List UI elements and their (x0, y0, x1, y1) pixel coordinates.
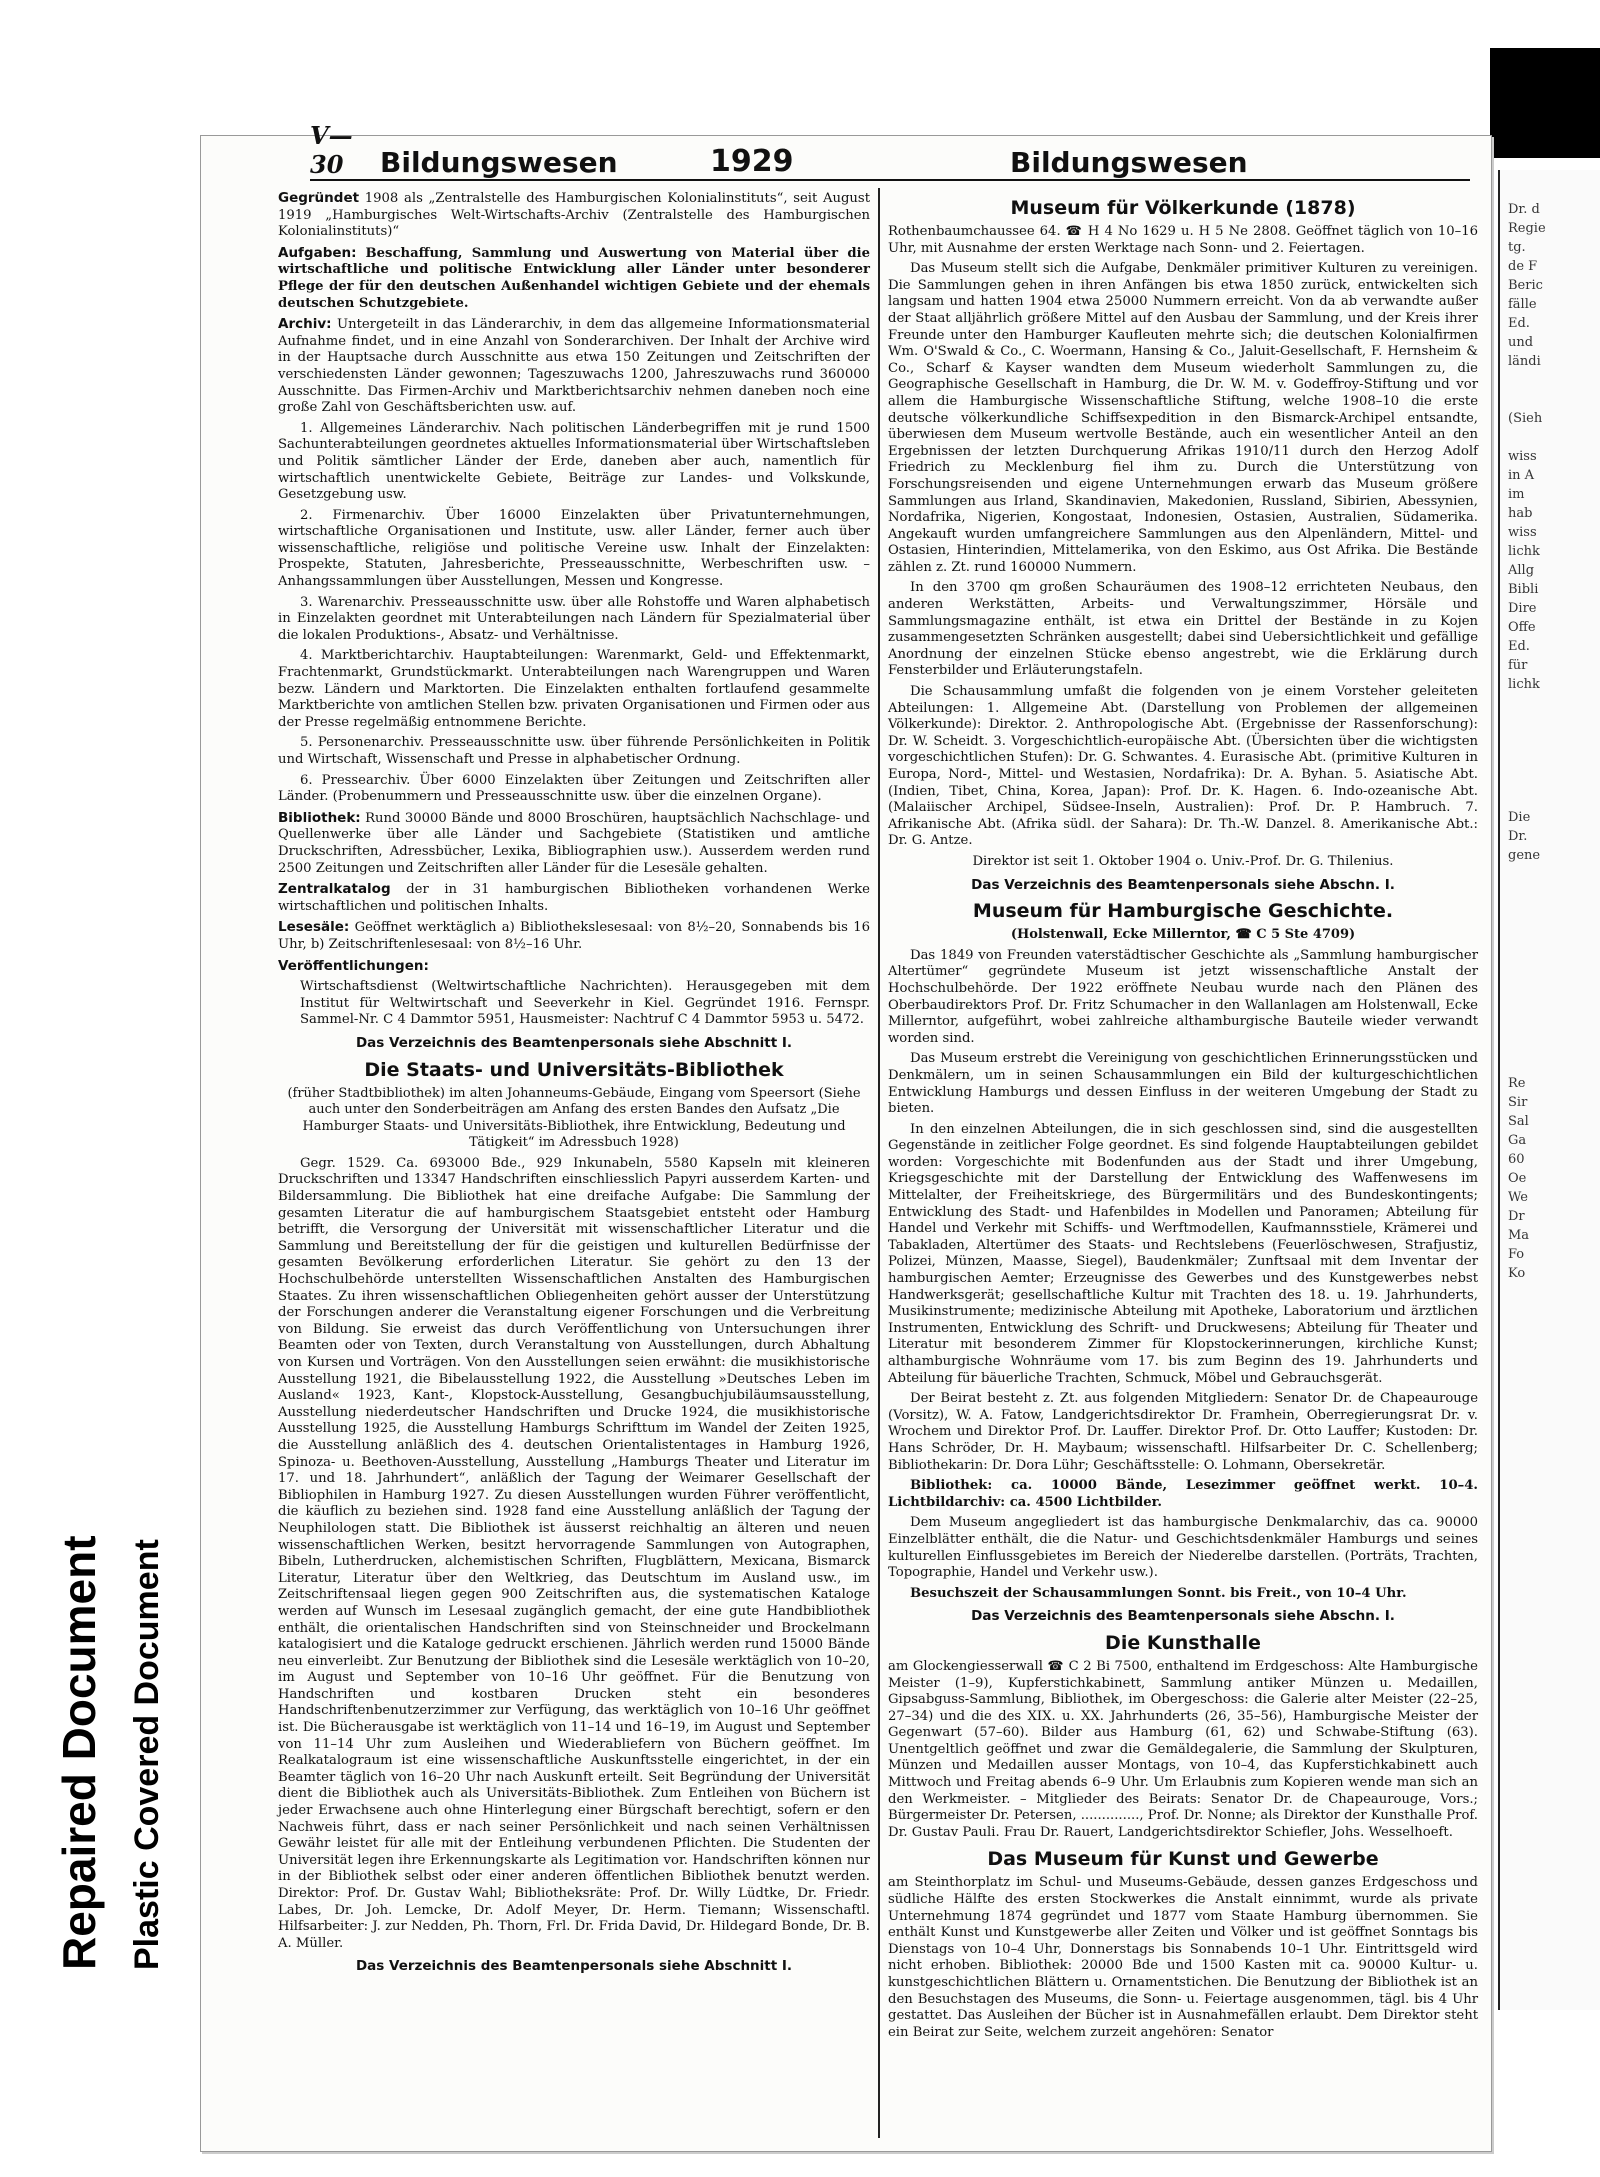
bibliothek-entry: Bibliothek: Rund 30000 Bände und 8000 Broschüren, hauptsächlich Nachschlage- und Quellenwerke über alle Länder und Sachgebiete (Statistiken und amtliche Druckschriften, Adressbücher, Lexika, Bibliographien usw.). Ausserdem werden rund 2500 Zeitungen und Zeitschriften aller Länder für die Lesesäle gehalten. (278, 809, 871, 876)
edge-fragment (1508, 789, 1598, 808)
edge-fragment: Dr. (1508, 829, 1528, 844)
plastic-label: Plastic Covered Document (128, 1539, 166, 1970)
kunst-gewerbe-title: Das Museum für Kunst und Gewerbe (987, 1848, 1379, 1871)
edge-fragment (1508, 922, 1598, 941)
edge-fragment: Oe (1508, 1171, 1527, 1186)
archiv-item: 4. Marktberichtarchiv. Hauptabteilungen: Warenmarkt, Geld- und Effektenmarkt, Frachtenmarkt, Grundstückmarkt. Unterabteilungen nach Warengruppen und Waren bezw. Ländern und Marktorten. Die Einzelakten enthalten fortlaufend gesammelte Marktberichte von amtlichen Stellen bzw. privaten Organisationen und Firmen oder aus der Presse regelmäßig entnommene Berichte. (278, 648, 870, 730)
repaired-label: Repaired Document (53, 1535, 105, 1970)
hamburgische-geschichte-text: Der Beirat besteht z. Zt. aus folgenden Mitgliedern: Senator Dr. de Chapeaurouge (Vorsitz), W. A. Fatow, Landgerichtsdirektor Dr. Framhein, Oberregierungsrat Dr. v. Wrochem und Direktor Prof. Dr. Lauffer. Direktor Prof. Dr. Otto Lauffer; Kustoden: Dr. Hans Schröder, Dr. H. Maybaum; wissenschaftl. Hilfsarbeiter Dr. C. Schellenberg; Bibliothekarin: Dr. Dora Lühr; Geschäftsstelle: O. Lohmann, Obersekretär. (888, 1391, 1478, 1473)
edge-fragment (1508, 732, 1598, 751)
archiv-entry: Archiv: Untergeteilt in das Länderarchiv, in dem das allgemeine Informationsmaterial Aufnahme findet, und in eine Anzahl von Sonderarchiven. Der Inhalt der Archive wird in der Hauptsache durch Ausschnitte aus etwa 150 Zeitungen und Zeitschriften der verschiedensten Länder gewonnen; Tageszuwachs 1200, Jahreszuwachs rund 360000 Ausschnitte. Das Firmen-Archiv und Marktberichtsarchiv nehmen daneben noch eine große Zahl von Geschäftsberichten usw. auf. (278, 316, 870, 416)
edge-fragment: tg. (1508, 240, 1526, 255)
zentralkatalog-entry: Zentralkatalog der in 31 hamburgischen Bibliotheken vorhandenen Werke wirtschaftlichen und politischen Inhalts. (278, 881, 870, 914)
edge-fragment (1508, 713, 1598, 732)
archiv-item: 1. Allgemeines Länderarchiv. Nach politischen Länderbegriffen mit je rund 1500 Sachunterabteilungen geordnetes aktuelles Informationsmaterial über Wirtschaftsleben und Politik sämtlicher Länder der Erde, daneben aber auch, namentlich für wirtschaftlich unentwickelte Gebiete, Beiträge zur Landes- und Volkskunde, Gesetzgebung usw. (278, 420, 870, 503)
edge-fragment: (Sieh (1508, 411, 1543, 426)
voelkerkunde-text: In den 3700 qm großen Schauräumen des 1908–12 errichteten Neubaus, den anderen Werkstätten, Arbeits- und Verwaltungszimmer, Hörsäle und Sammlungsmagazine enthält, ist etwa ein Drittel der Bestände in zu Kojen zusammengesetzten Schränken ausgestellt; dabei sind Uebersichtlichkeit und gefällige Anordnung der einzelnen Stücke ebenso angestrebt, wie die Erklärung durch Fensterbilder und Erläuterungstafeln. (888, 580, 1478, 679)
aufgaben-entry: Aufgaben: Beschaffung, Sammlung und Auswertung von Material über die wirtschaftliche und politische Entwicklung aller Länder unter besonderer Pflege der für den deutschen Außenhandel wichtigen Gebiete und der ehemals deutschen Schutzgebiete. (278, 244, 870, 311)
edge-fragment: Sal (1508, 1114, 1529, 1129)
staats-bibliothek-text: Gegr. 1529. Ca. 693000 Bde., 929 Inkunabeln, 5580 Kapseln mit kleineren Druckschriften und 13347 Handschriften einschliesslich Papyri ausserdem Karten- und Bildersammlung. Die Bibliothek hat eine dreifache Aufgabe: Die Sammlung der gesamten Literatur die auf hamburgischem Staatsgebiet entsteht oder Hamburg betrifft, die Versorgung der Universität mit wissenschaftlicher Literatur und die Sammlung und Bereitstellung der für die geistigen und kulturellen Bedürfnisse der gesamten Bevölkerung erforderlichen Literatur. Sie gehört zu den 13 der Hochschulbehörde unterstellten Wissenschaftlichen Anstalten des Hamburgischen Staates. Zu ihren wissenschaftlichen Obliegenheiten gehört ausser der Unterstützung der Forschungen anderer die Veranstaltung eigener Forschungen und die Verbreitung von Bildung. Sie erweist das durch Veröffentlichung von Untersuchungen ihrer Beamten oder von Texten, durch Veranstaltung von Ausstellungen, durch Abhaltung von Kursen und Vorträgen. Von den Ausstellungen seien erwähnt: die musikhistorische Ausstellung 1921, die Bibelausstellung 1922, die Ausstellung »Deutsches Leben im Ausland« 1923, Kant-, Klopstock-Ausstellung, Gesangbuchjubiläumsausstellung, Ausstellung niederdeutscher Handschriften und Drucke 1924, die musikhistorische Ausstellung 1925, die Ausstellung Hamburgs Schrifttum im Wandel der Zeiten 1925, die Ausstellung anläßlich des 4. deutschen Orientalistentages in Hamburg 1926, Spinoza- u. Beethoven-Ausstellung, Ausstellung „Hamburgs Theater und Literatur im 17. und 18. Jahrhundert“, anläßlich der Tagung der Weimarer Gesellschaft der Bibliophilen in Hamburg 1927. Zu diesen Ausstellungen wurden Führer veröffentlicht, die käuflich zu beziehen sind. 1928 fand eine Ausstellung anläßlich der Tagung der Neuphilologen statt. Die Bibliothek ist äusserst reichhaltig an älteren und neuen wissenschaftlichen Werken, besitzt hervorragende Sammlungen von Autographen, Bibeln, Lutherdrucken, alchemistischen Schriften, Flugblättern, Mexicana, Bismarck Literatur, Literatur über den Weltkrieg, das Deutschtum im Ausland usw., im Zeitschriftensaal liegen gegen 900 Zeitschriften aus, die systematischen Kataloge werden auf Wunsch im Lesesaal zugänglich gemacht, der eine gute Handbibliothek enthält, die orientalischen Handschriften sind von Steinschneider und Brockelmann katalogisiert und die Kataloge gedruckt erschienen. Jährlich werden rund 15000 Bände neu einverleibt. Zur Benutzung der Bibliothek sind die Lesesäle werktäglich von 10–20, im August und September von 10–16 Uhr geöffnet. Für die Benutzung von Handschriften und kostbaren Drucken steht ein besonderes Handschriftenbenutzerzimmer zur Verfügung, das werktäglich von 10–16 Uhr geöffnet ist. Die Bücherausgabe ist werktäglich von 11–14 und 16–19, im August und September von 11–14 Uhr zum Ausleihen und Wiederabliefern von Büchern geöffnet. Im Realkatalograum ist eine wissenschaftliche Auskunftsstelle eingerichtet, in der ein Beamter täglich von 16–20 Uhr nach Auskunft erteilt. Seit Begründung der Universität dient die Bibliothek auch als Universitäts-Bibliothek. Zum Entleihen von Büchern ist jeder Erwachsene auch ohne Hinterlegung einer Bürgschaft berechtigt, sofern er den Nachweis führt, dass er nach seiner Persönlichkeit und nach seinen Verhältnissen Gewähr leistet für alle mit der Entleihung verbundenen Pflichten. Die Studenten der Universität legen ihre Erkennungskarte als Legitimation vor. Handschriften können nur in der Bibliothek selbst oder einer anderen öffentlichen Bibliothek benutzt werden. Direktor: Prof. Dr. Gustav Wahl; Bibliotheksräte: Prof. Dr. Willy Lüdtke, Dr. Friedr. Labes, Dr. Joh. Lemcke, Dr. Adolf Meyer, Dr. Herm. Tiemann; Wissenschaftl. Hilfsarbeiter: J. zur Nedden, Ph. Thorn, Frl. Dr. Frida David, Dr. Hildegard Bonde, Dr. B. A. Müller. (278, 1155, 870, 1951)
adjacent-page-text (1508, 200, 1598, 1283)
personnel-reference: Das Verzeichnis des Beamtenpersonals siehe Abschnitt I. (355, 1034, 793, 1051)
right-column (888, 190, 1478, 2045)
edge-fragment (1508, 694, 1598, 713)
edge-fragment: Allg (1508, 563, 1535, 578)
left-column (278, 190, 870, 1981)
voelkerkunde-text: Die Schausammlung umfaßt die folgenden von je einem Vorsteher geleiteten Abteilungen: 1. Allgemeine Abt. (Darstellung von Problemen der allgemeinen Völkerkunde): Direktor. 2. Anthropologische Abt. (Ergebnisse der Rassenforschung): Dr. W. Scheidt. 3. Vorgeschichtlich-europäische Abt. (Übersichten über die wichtigsten vorgeschichtlichen Stufen): Dr. G. Schwantes. 4. Eurasische Abt. (primitive Kulturen in Europa, Nord-, Mittel- und Westasien, Nordafrika): Dr. A. Byhan. 5. Asiatische Abt. (Indien, Tibet, China, Korea, Japan): Prof. Dr. K. Hagen. 6. Indo-ozeanische Abt. (Malaiischer Archipel, Südsee-Inseln, Australien): Prof. Dr. P. Hambruch. 7. Afrikanische Abt. (Afrika südl. der Sahara): Dr. Th.-W. Danzel. 8. Amerikanische Abt.: Dr. G. Antze. (888, 684, 1478, 849)
edge-fragment (1508, 1055, 1598, 1074)
edge-fragment (1508, 941, 1598, 960)
edge-fragment: Dire (1508, 601, 1537, 616)
edge-fragment: gene (1508, 848, 1541, 863)
edge-fragment: lichk (1508, 544, 1540, 559)
edge-fragment: wiss (1508, 449, 1537, 464)
edge-fragment: Ko (1508, 1266, 1526, 1281)
edge-fragment (1508, 960, 1598, 979)
hamburgische-geschichte-title: Museum für Hamburgische Geschichte. (972, 900, 1394, 923)
scan-dark-corner (1490, 48, 1600, 158)
gegruendet-entry: Gegründet 1908 als „Zentralstelle des Hamburgischen Kolonialinstituts“, seit August 1919 „Hamburgisches Welt-Wirtschafts-Archiv (Zentralstelle des Hamburgischen Kolonialinstituts)“ (278, 190, 870, 240)
lesesaele-entry: Lesesäle: Geöffnet werktäglich a) Bibliothekslesesaal: von 8½–20, Sonnabends bis 16 Uhr, b) Zeitschriftenlesesaal: von 8½–16 Uhr. (278, 919, 870, 952)
edge-fragment (1508, 865, 1598, 884)
personnel-reference: Das Verzeichnis des Beamtenpersonals siehe Abschnitt I. (355, 1958, 793, 1975)
adjacent-page-edge (1498, 170, 1600, 2010)
edge-fragment: und (1508, 335, 1534, 350)
running-head-right: Bildungswesen (1010, 146, 1248, 179)
edge-fragment: Re (1508, 1076, 1526, 1091)
edge-fragment (1508, 751, 1598, 770)
edge-fragment: Bibli (1508, 582, 1539, 597)
edge-fragment: We (1508, 1190, 1528, 1205)
voelkerkunde-title: Museum für Völkerkunde (1878) (1010, 197, 1356, 219)
edge-fragment (1508, 1036, 1598, 1055)
hamburgische-geschichte-text: Das Museum erstrebt die Vereinigung von geschichtlichen Erinnerungsstücken und Denkmälern, um in seinen Schausammlungen ein Bild der kulturgeschichtlichen Entwicklung Hamburgs und dessen Einfluss in der weiteren Umgebung der Stadt zu bieten. (888, 1051, 1478, 1117)
edge-fragment (1508, 884, 1598, 903)
personnel-reference: Das Verzeichnis des Beamtenpersonals siehe Abschn. I. (971, 1608, 1395, 1625)
edge-fragment: wiss (1508, 525, 1537, 540)
veroeffentlichungen-text: Wirtschaftsdienst (Weltwirtschaftliche Nachrichten). Herausgegeben mit dem Institut für Weltwirtschaft und Seeverkehr in Kiel. Gegründet 1916. Fernspr. Sammel-Nr. C 4 Dammtor 5951, Hausmeister: Nachtruf C 4 Dammtor 5953 u. 5472. (300, 979, 870, 1028)
edge-fragment: Sir (1508, 1095, 1528, 1110)
edge-fragment (1508, 1017, 1598, 1036)
voelkerkunde-address: Rothenbaumchaussee 64. ☎ H 4 No 1629 u. H 5 Ne 2808. Geöffnet täglich von 10–16 Uhr, mit Ausnahme der ersten Werktage nach Sonn- und 2. Feiertagen. (888, 224, 1478, 256)
edge-fragment: Dr. d (1508, 202, 1540, 217)
edge-fragment: Ed. (1508, 316, 1530, 331)
hamburgische-geschichte-text: Bibliothek: ca. 10000 Bände, Lesezimmer geöffnet werkt. 10–4. Lichtbildarchiv: ca. 4500 Lichtbilder. (888, 1478, 1478, 1510)
edge-fragment (1508, 998, 1598, 1017)
edge-fragment: de F (1508, 259, 1538, 274)
running-head (310, 121, 1470, 181)
hamburgische-geschichte-text: In den einzelnen Abteilungen, die in sich geschlossen sind, sind die ausgestellten Gegenstände in zeitlicher Folge geordnet. Es sind folgende Hauptabteilungen gebildet worden: Vorgeschichte mit Bodenfunden aus der Stadt und ihrer Umgebung, Kriegsgeschichte mit der Darstellung der Entwicklung des Waffenwesens im Mittelalter, der Freiheitskriege, des Bürgermilitärs und des Bundeskontingents; Entwicklung des Stadt- und Hafenbildes in Modellen und Panoramen; Abteilung für Handel und Verkehr mit Schiffs- und Werftmodellen, Kaufmannsstiele, Krämerei und Tabakladen, Altertümer des Staats- und Rechtslebens (Feuerlöschwesen, Strafjustiz, Polizei, Münzen, Maasse, Siegel), Baudenkmäler; Zunftsaal mit dem Inventar der hamburgischen Aemter; Erzeugnisse des Gewerbes und des Kunstgewerbes nebst Handwerksgerät; gesellschaftliche Kultur mit Trachten des 18. u. 19. Jahrhunderts, Musikinstrumente; medizinische Abteilung mit Apotheke, Laboratorium und ärztlichen Instrumenten, Entwicklung des Schrift- und Druckwesens; Abteilung für Theater und Literatur mit besonderem Zimmer für Klopstockerinnerungen, kirchliche Kunst; althamburgische Wohnräume vom 17. bis zum Beginn des 19. Jahrhunderts und Abteilung für bäuerliche Trachten, Schmuck, Möbel und Gebrauchsgerät. (888, 1121, 1478, 1386)
voelkerkunde-text: Das Museum stellt sich die Aufgabe, Denkmäler primitiver Kulturen zu vereinigen. Die Sammlungen gehen in ihren Anfängen bis etwa 1850 zurück, entwickelten sich langsam und hatten 1904 etwa 25000 Nummern erreicht. Von da ab verwandte außer der Staat alljährlich größere Mittel auf den Ausbau der Sammlung, und der Kreis ihrer Freunde unter den Hamburger Kaufleuten mehrte sich; die deutschen Kolonialfirmen Wm. O'Swald & Co., C. Woermann, Hansing & Co., Jaluit-Gesellschaft, F. Hernsheim & Co., Scharf & Kayser wandten dem Museum wiederholt Sammlungen zu, die Geographische Gesellschaft in Hamburg, die Dr. W. M. v. Godeffroy-Stiftung und vor allem die Hamburgische Wissenschaftliche Stiftung, welche 1908–10 die erste deutsche völkerkundliche Schiffsexpedition in den Bismarck-Archipel entsandte, überwiesen dem Museum wertvolle Bestände, auch ein wesentlicher Anteil an den Ergebnissen der letzten Durchquerung Afrikas 1910/11 durch den Herzog Adolf Friedrich zu Mecklenburg fiel ihm zu. Durch die Unterstützung von Forschungsreisenden und eigene Unternehmungen erwarb das Museum größere Sammlungen aus Irland, Skandinavien, Makedonien, Russland, Sibirien, Abessynien, Nordafrika, Nigerien, Kongostaat, Indonesien, Ostasien, Australien, Südamerika. Angekauft wurden umfangreichere Sammlungen aus den Alpenländern, Mittel- und Ostasien, Hinterindien, Mittelamerika, von den Eskimo, aus Ost Afrika. Die Bestände zählen z. Zt. rund 160000 Nummern. (888, 261, 1478, 575)
edge-fragment: 60 (1508, 1152, 1525, 1167)
column-divider (878, 188, 880, 2138)
edge-fragment: Ed. (1508, 639, 1530, 654)
edge-fragment: in A (1508, 468, 1535, 483)
edge-fragment: lichk (1508, 677, 1540, 692)
running-head-year: 1929 (710, 144, 794, 179)
hamburgische-geschichte-hours: Besuchszeit der Schausammlungen Sonnt. bis Freit., von 10–4 Uhr. (910, 1585, 1407, 1601)
edge-fragment: fälle (1508, 297, 1537, 312)
kunst-gewerbe-text: am Steinthorplatz im Schul- und Museums-Gebäude, dessen ganzes Erdgeschoss und südliche Hälfte des ersten Stockwerkes die Anstalt einnimmt, wurde als private Unternehmung 1874 gegründet und 1877 vom Staate Hamburg übernommen. Sie enthält Kunst und Kunstgewerbe aller Zeiten und Völker und ist geöffnet Sonntags bis Dienstags von 10–4 Uhr, Donnerstags bis Sonnabends 10–1 Uhr. Eintrittsgeld wird nicht erhoben. Bibliothek: 20000 Bde und 1500 Kasten mit ca. 90000 Kultur- u. kunstgeschichtlichen Blättern u. Ornamentstichen. Die Benutzung der Bibliothek ist an den Besuchstagen des Museums, die Sonn- u. Feiertage ausgenommen, tägl. bis 4 Uhr gestattet. Das Ausleihen der Bücher ist in Ausnahmefällen erlaubt. Dem Direktor steht ein Beirat zur Seite, welchem zurzeit angehören: Senator (888, 1875, 1478, 2040)
veroeffentlichungen-heading: Veröffentlichungen: (278, 957, 429, 974)
voelkerkunde-director: Direktor ist seit 1. Oktober 1904 o. Univ.-Prof. Dr. G. Thilenius. (972, 853, 1394, 869)
edge-fragment: Dr (1508, 1209, 1525, 1224)
edge-fragment: im (1508, 487, 1525, 502)
archiv-item: 6. Pressearchiv. Über 6000 Einzelakten über Zeitungen und Zeitschriften aller Länder. (Probenummern und Presseausschnitte usw. über die einzelnen Organe). (278, 772, 870, 805)
kunsthalle-text: am Glockengiesserwall ☎ C 2 Bi 7500, enthaltend im Erdgeschoss: Alte Hamburgische Meister (1–9), Kupferstichkabinett, Sammlung antiker Münzen u. Medaillen, Gipsabguss-Sammlung, Bibliothek, im Obergeschoss: die Galerie alter Meister (22–25, 27–34) und die des XIX. u. XX. Jahrhunderts (26, 35–56), Hamburgische Meister der Gegenwart (57–60). Bilder aus Hamburg (61, 62) und Schwabe-Stiftung (63). Unentgeltlich geöffnet und zwar die Gemäldegalerie, die Sammlung der Skulpturen, Münzen und Medaillen ausser Montags, von 10–4, das Kupferstichkabinett auch Mittwoch und Freitag abends 6–9 Uhr. Um Erlaubnis zum Kopieren wende man sich an den Werkmeister. – Mitglieder des Beirats: Senator Dr. de Chapeaurouge, Vors.; Bürgermeister Dr. Petersen, .............., Prof. Dr. Nonne; als Direktor der Kunsthalle Prof. Dr. Gustav Pauli. Frau Dr. Rauert, Landgerichtsdirektor Schiefler, Johs. Wesselhoeft. (888, 1658, 1478, 1840)
running-head-left: Bildungswesen (380, 146, 618, 179)
edge-fragment: Offe (1508, 620, 1536, 635)
edge-fragment: für (1508, 658, 1528, 673)
edge-fragment: Fo (1508, 1247, 1525, 1262)
edge-fragment (1508, 979, 1598, 998)
archiv-item: 5. Personenarchiv. Presseausschnitte usw. über führende Persönlichkeiten in Politik und Wirtschaft, Wissenschaft und Presse in alphabetischer Ordnung. (278, 735, 870, 767)
edge-fragment: Die (1508, 810, 1531, 825)
staats-bibliothek-title: Die Staats- und Universitäts-Bibliothek (364, 1058, 784, 1081)
kunsthalle-title: Die Kunsthalle (1105, 1631, 1261, 1654)
edge-fragment: Regie (1508, 221, 1546, 236)
personnel-reference: Das Verzeichnis des Beamtenpersonals siehe Abschn. I. (971, 876, 1395, 893)
edge-fragment: Ma (1508, 1228, 1530, 1243)
hamburgische-geschichte-text: Dem Museum angegliedert ist das hamburgische Denkmalarchiv, das ca. 90000 Einzelblätter enthält, die die Natur- und Geschichtsdenkmäler Hamburgs und seines kulturellen Einflussgebietes im Bereich der Niederelbe darstellen. (Porträts, Trachten, Topographie, Handel und Verkehr usw.). (888, 1515, 1478, 1581)
archiv-item: 3. Warenarchiv. Presseausschnitte usw. über alle Rohstoffe und Waren alphabetisch in Einzelakten geordnet mit Unterabteilungen nach Ländern für Spezialmaterial über die lokalen Produktions-, Absatz- und Verhältnisse. (278, 594, 870, 643)
archiv-item: 2. Firmenarchiv. Über 16000 Einzelakten über Privatunternehmungen, wirtschaftliche Organisationen und Institute, usw. aller Länder, ferner auch über wissenschaftliche, religiöse und politische Vereine usw. Inhalt der Einzelakten: Prospekte, Statuten, Jahresberichte, Presseausschnitte, Werbeschriften usw. – Anhangssammlungen über Ausstellungen, Messen und Kongresse. (278, 507, 870, 590)
edge-fragment (1508, 770, 1598, 789)
edge-fragment: hab (1508, 506, 1533, 521)
hamburgische-geschichte-address: (Holstenwall, Ecke Millerntor, ☎ C 5 Ste 4709) (1010, 927, 1356, 943)
edge-fragment (1508, 371, 1598, 390)
hamburgische-geschichte-text: Das 1849 von Freunden vaterstädtischer Geschichte als „Sammlung hamburgischer Altertümer“ gegründete Museum ist jetzt wissenschaftliche Anstalt der Hochschulbehörde. Der 1922 eröffnete Neubau wurde nach den Plänen des Oberbaudirektors Prof. Dr. Fritz Schumacher in den Wallanlagen am Holstenwall, Ecke Millerntor, aufgeführt, wobei zahlreiche althamburgische Bauteile wieder verwandt worden sind. (888, 947, 1478, 1046)
staats-bibliothek-subtitle: (früher Stadtbibliothek) im alten Johanneums-Gebäude, Eingang vom Speersort (Siehe auch unter den Sonderbeiträgen am Anfang des ersten Bandes den Aufsatz „Die Hamburger Staats- und Universitäts-Bibliothek, ihre Entwicklung, Bedeutung und Tätigkeit“ im Adressbuch 1928) (287, 1085, 861, 1151)
edge-fragment (1508, 428, 1598, 447)
edge-fragment: ländi (1508, 354, 1541, 369)
edge-fragment (1508, 390, 1598, 409)
edge-fragment: Beric (1508, 278, 1543, 293)
document-label-panel (20, 1270, 166, 1970)
edge-fragment: Ga (1508, 1133, 1527, 1148)
page-margin (0, 0, 20, 2177)
edge-fragment (1508, 903, 1598, 922)
page-number: V—30 (310, 121, 353, 179)
